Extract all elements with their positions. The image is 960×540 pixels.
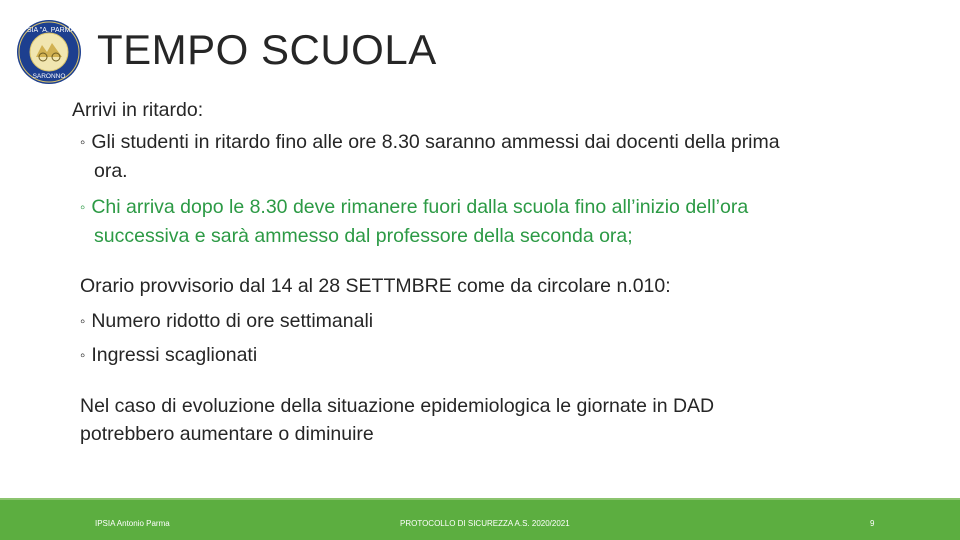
bullet-text: Chi arriva dopo le 8.30 deve rimanere fuori dalla scuola fino all’inizio dell’ora <box>91 196 749 218</box>
section1-bullet-2 <box>80 194 748 221</box>
logo-text-top: IPSIA "A. PARMA" <box>20 27 78 34</box>
logo-text-bottom: SARONNO <box>32 73 66 80</box>
section2-bullet-1 <box>80 308 373 335</box>
bullet-icon: ◦ <box>80 199 86 216</box>
section1-heading: Arrivi in ritardo: <box>72 99 204 121</box>
bullet-text: Ingressi scaglionati <box>91 344 258 366</box>
bullet-text: Numero ridotto di ore settimanali <box>91 310 374 332</box>
footer-page-number: 9 <box>870 519 875 528</box>
section1-bullet-1 <box>80 129 780 156</box>
footer-left-text: IPSIA Antonio Parma <box>95 519 170 528</box>
bullet-icon: ◦ <box>80 347 86 364</box>
section2-bullet-2 <box>80 342 257 369</box>
section1-bullet-1-cont: ora. <box>94 160 128 182</box>
section3-line-2: potrebbero aumentare o diminuire <box>80 423 374 445</box>
bullet-icon: ◦ <box>80 134 86 151</box>
section1-bullet-2-cont: successiva e sarà ammesso dal professore della seconda ora; <box>94 225 633 247</box>
footer-center-text: PROTOCOLLO DI SICUREZZA A.S. 2020/2021 <box>400 519 570 528</box>
section3-line-1: Nel caso di evoluzione della situazione epidemiologica le giornate in DAD <box>80 395 715 417</box>
bullet-text: Gli studenti in ritardo fino alle ore 8.30 saranno ammessi dai docenti della prima <box>91 131 780 153</box>
section2-heading: Orario provvisorio dal 14 al 28 SETTMBRE come da circolare n.010: <box>80 275 671 297</box>
bullet-icon: ◦ <box>80 313 86 330</box>
slide-title: TEMPO SCUOLA <box>97 26 437 73</box>
